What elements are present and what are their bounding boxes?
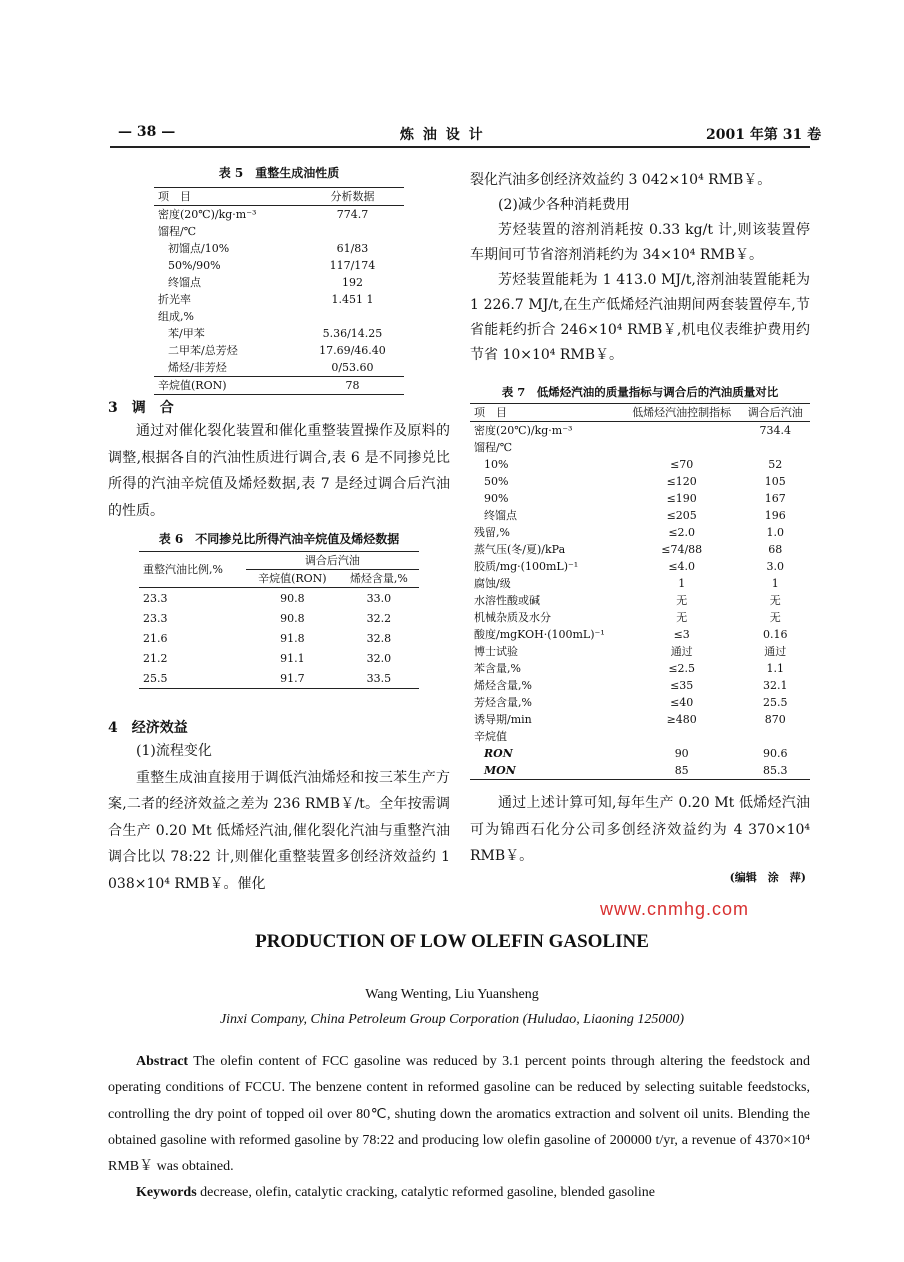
table-row <box>470 762 810 780</box>
table-row <box>470 507 810 524</box>
table-row <box>470 677 810 694</box>
table-row <box>470 575 810 592</box>
row-limit: ≤2.0 <box>668 526 696 539</box>
row-label: 辛烷值 <box>474 730 507 743</box>
abstract-block <box>108 1049 810 1207</box>
table-row <box>139 668 419 689</box>
table-cell: 32.2 <box>366 611 392 625</box>
table-row <box>470 745 810 762</box>
table5-header: 项 目 <box>158 190 191 203</box>
row-value: 90.6 <box>763 747 788 760</box>
table-cell: 91.7 <box>280 671 305 685</box>
table-cell: 23.3 <box>143 591 168 605</box>
row-label: 胶质/mg·(100mL)⁻¹ <box>474 560 579 573</box>
table-cell: 91.1 <box>280 651 305 665</box>
table-row <box>470 524 810 541</box>
row-value <box>301 223 404 240</box>
row-value: 无 <box>769 594 781 607</box>
row-label: 酸度/mgKOH·(100mL)⁻¹ <box>474 628 605 641</box>
row-label: 终馏点 <box>484 509 517 522</box>
row-value: 32.1 <box>763 679 788 692</box>
row-label: 50% <box>484 475 509 488</box>
row-limit: ≤70 <box>670 458 694 471</box>
row-limit: 无 <box>676 611 688 624</box>
row-limit: ≤74/88 <box>661 543 703 556</box>
page-number: — 38 — <box>118 124 176 140</box>
row-limit: ≤120 <box>666 475 697 488</box>
row-label: 烯烃/非芳烃 <box>168 361 227 374</box>
table-cell: 32.0 <box>366 651 392 665</box>
table-cell: 32.8 <box>366 631 392 645</box>
section4-sub2: (2)减少各种消耗费用 <box>498 197 630 213</box>
section4-block <box>108 718 450 897</box>
table7-title: 表 7 低烯烃汽油的质量指标与调合后的汽油质量对比 <box>501 385 779 399</box>
table-row <box>139 608 419 628</box>
table6-group-header: 调合后汽油 <box>246 552 419 570</box>
table-row <box>470 541 810 558</box>
row-value: 17.69/46.40 <box>319 344 386 357</box>
table-cell: 33.5 <box>366 671 392 685</box>
row-limit: 85 <box>674 764 689 777</box>
table-row <box>154 257 404 274</box>
row-label: 诱导期/min <box>474 713 532 726</box>
table-cell: 21.2 <box>143 651 168 665</box>
row-value: 196 <box>764 509 786 522</box>
table6-block <box>108 530 450 689</box>
table-row <box>470 643 810 660</box>
abstract <box>108 1049 810 1180</box>
section3-block <box>108 398 450 524</box>
section3-text: 通过对催化裂化装置和催化重整装置操作及原料的调整,根据各自的汽油性质进行调合,表 6 是不同掺兑比所得的汽油辛烷值及烯烃数据,表 7 是经过调合后汽油的性质。 <box>108 423 450 519</box>
table7-block <box>470 384 810 780</box>
table-row <box>154 240 404 257</box>
row-label: 残留,% <box>474 526 510 539</box>
row-value: 1.0 <box>766 526 785 539</box>
table-cell: 23.3 <box>143 611 168 625</box>
row-limit: ≥480 <box>666 713 697 726</box>
table-row <box>154 274 404 291</box>
row-label: 烯烃含量,% <box>474 679 532 692</box>
table5 <box>154 187 404 395</box>
table7-header: 项 目 <box>474 406 507 419</box>
table-row <box>139 648 419 668</box>
row-label: RON <box>484 747 513 760</box>
table7 <box>470 403 810 780</box>
row-label: 苯含量,% <box>474 662 521 675</box>
table-row <box>470 456 810 473</box>
row-value: 0/53.60 <box>331 361 374 374</box>
keywords-text: decrease, olefin, catalytic cracking, catalytic reformed gasoline, blended gasoline <box>200 1185 655 1201</box>
row-label: 博士试验 <box>474 645 518 658</box>
english-title: PRODUCTION OF LOW OLEFIN GASOLINE <box>255 931 649 952</box>
row-limit <box>623 422 741 440</box>
row-value: 870 <box>764 713 786 726</box>
row-limit <box>623 728 741 745</box>
english-affiliation: Jinxi Company, China Petroleum Group Corporation (Huludao, Liaoning 125000) <box>219 1012 685 1027</box>
section4-heading: 4 经济效益 <box>108 720 188 736</box>
row-value: 85.3 <box>763 764 788 777</box>
table-row <box>470 439 810 456</box>
row-value: 78 <box>301 377 404 395</box>
row-label: 苯/甲苯 <box>168 327 205 340</box>
row-value: 1.1 <box>766 662 785 675</box>
table5-header: 分析数据 <box>330 190 375 203</box>
keywords-label: Keywords <box>136 1185 197 1201</box>
row-value: 117/174 <box>329 259 376 272</box>
section4-para2: 芳烃装置的溶剂消耗按 0.33 kg/t 计,则该装置停车期间可节省溶剂消耗约为 34×10⁴ RMB￥。 <box>470 222 810 263</box>
row-label: 二甲苯/总芳烃 <box>168 344 238 357</box>
row-label: 馏程/℃ <box>158 225 197 238</box>
table-row <box>470 711 810 728</box>
table6-title: 表 6 不同掺兑比所得汽油辛烷值及烯烃数据 <box>158 532 400 546</box>
row-value: 无 <box>769 611 781 624</box>
row-value: 105 <box>764 475 786 488</box>
row-label: 密度(20℃)/kg·m⁻³ <box>474 424 573 437</box>
table-row <box>470 694 810 711</box>
row-value: 52 <box>768 458 783 471</box>
table7-header: 调合后汽油 <box>747 406 803 419</box>
row-limit <box>623 439 741 456</box>
row-value: 3.0 <box>766 560 785 573</box>
row-value: 167 <box>764 492 786 505</box>
row-value: 25.5 <box>763 696 788 709</box>
row-value: 774.7 <box>336 208 369 221</box>
row-value <box>301 308 404 325</box>
row-limit: ≤40 <box>670 696 694 709</box>
row-value: 1.451 1 <box>331 293 374 306</box>
row-limit: ≤190 <box>666 492 697 505</box>
row-label: 芳烃含量,% <box>474 696 532 709</box>
section4-para1-cont: 裂化汽油多创经济效益约 3 042×10⁴ RMB￥。 <box>470 172 772 188</box>
row-limit: ≤4.0 <box>668 560 696 573</box>
row-label: 折光率 <box>158 293 191 306</box>
watermark: www.cnmhg.com <box>600 899 750 919</box>
table-row <box>470 592 810 609</box>
row-label: MON <box>484 764 516 777</box>
table-row <box>470 490 810 507</box>
row-limit: 无 <box>676 594 688 607</box>
table-row <box>154 342 404 359</box>
row-value: 1 <box>771 577 779 590</box>
row-limit: 90 <box>674 747 689 760</box>
table-row <box>470 422 810 440</box>
table-row <box>470 473 810 490</box>
table-row <box>139 628 419 648</box>
table-row <box>470 660 810 677</box>
editor-note: (编辑 涂 萍) <box>729 870 806 884</box>
row-value <box>741 728 810 745</box>
row-value: 734.4 <box>759 424 792 437</box>
table-row <box>470 728 810 745</box>
abstract-text: The olefin content of FCC gasoline was reduced by 3.1 percent points through altering the feedstock and operating conditions of FCCU. The benzene content in reformed gasoline can be reduced by selecting suitable feedstocks, controlling the dry point of topped oil over 80℃, shuting down the aromatics extraction and solvent oil units. Blending the obtained gasoline with reformed gasoline by 78:22 and producing low olefin gasoline of 200000 t/yr, a revenue of 4370×10⁴ RMB￥ was obtained. <box>108 1054 810 1175</box>
table-row <box>154 291 404 308</box>
table-row <box>154 325 404 342</box>
keywords <box>108 1180 810 1206</box>
table-row <box>139 588 419 609</box>
section4-sub1: (1)流程变化 <box>136 743 212 759</box>
section4-para4: 通过上述计算可知,每年生产 0.20 Mt 低烯烃汽油可为锦西石化分公司多创经济效益约为 4 370×10⁴ RMB￥。 <box>470 795 810 864</box>
table6-header: 重整汽油比例,% <box>139 552 246 588</box>
table-row <box>154 359 404 377</box>
row-label: 蒸气压(冬/夏)/kPa <box>474 543 566 556</box>
right-column-text <box>470 168 810 368</box>
row-limit: ≤35 <box>670 679 694 692</box>
journal-name: 炼 油 设 计 <box>400 127 485 143</box>
row-limit: 1 <box>678 577 686 590</box>
row-label: 50%/90% <box>168 259 221 272</box>
table-cell: 25.5 <box>143 671 168 685</box>
row-label: 机械杂质及水分 <box>474 611 551 624</box>
table-row <box>470 558 810 575</box>
table6-header: 烯烃含量,% <box>349 572 408 585</box>
row-value: 192 <box>341 276 363 289</box>
row-label: 水溶性酸或碱 <box>474 594 540 607</box>
row-limit: 通过 <box>670 645 693 658</box>
row-label: 终馏点 <box>168 276 201 289</box>
table-cell: 21.6 <box>143 631 168 645</box>
table-row <box>154 206 404 224</box>
table-row <box>154 377 404 395</box>
section4-para3: 芳烃装置能耗为 1 413.0 MJ/t,溶剂油装置能耗为 1 226.7 MJ/t,在生产低烯烃汽油期间两套装置停车,节省能耗约折合 246×10⁴ RMB￥,机电仪表维护费用约节省 10×10⁴ RMB￥。 <box>470 272 810 363</box>
table6-header: 辛烷值(RON) <box>258 572 327 585</box>
row-label: 初馏点/10% <box>168 242 230 255</box>
row-label: 组成,% <box>158 310 194 323</box>
english-authors: Wang Wenting, Liu Yuansheng <box>365 987 539 1002</box>
row-label: 10% <box>484 458 509 471</box>
section4-para1: 重整生成油直接用于调低汽油烯烃和按三苯生产方案,二者的经济效益之差为 236 RMB￥/t。全年按需调合生产 0.20 Mt 低烯烃汽油,催化裂化汽油与重整汽油调合比以 78:22 计,则催化重整装置多创经济效益约 1 038×10⁴ RMB￥。催化 <box>108 769 450 892</box>
row-label: 腐蚀/级 <box>474 577 511 590</box>
table5-title: 表 5 重整生成油性质 <box>218 166 340 180</box>
row-value: 68 <box>768 543 783 556</box>
row-limit: ≤3 <box>673 628 690 641</box>
row-value <box>741 439 810 456</box>
table-row <box>154 308 404 325</box>
section3-heading: 3 调 合 <box>108 400 174 416</box>
table-row <box>470 626 810 643</box>
table-cell: 90.8 <box>280 611 305 625</box>
header-rule <box>110 146 810 148</box>
table7-header: 低烯烃汽油控制指标 <box>632 406 732 419</box>
row-value: 0.16 <box>763 628 788 641</box>
table-cell: 91.8 <box>280 631 305 645</box>
row-value: 61/83 <box>336 242 369 255</box>
abstract-label: Abstract <box>136 1054 189 1069</box>
row-label: 馏程/℃ <box>474 441 513 454</box>
conclusion-block <box>470 790 810 886</box>
row-limit: ≤205 <box>666 509 697 522</box>
table-row <box>154 223 404 240</box>
table-cell: 33.0 <box>366 591 392 605</box>
row-label: 密度(20℃)/kg·m⁻³ <box>158 208 257 221</box>
row-value: 5.36/14.25 <box>322 327 383 340</box>
table6 <box>139 551 419 689</box>
row-label: 辛烷值(RON) <box>154 377 301 395</box>
row-value: 通过 <box>764 645 787 658</box>
table5-block <box>108 164 450 395</box>
issue: 2001 年第 31 卷 <box>706 127 822 143</box>
table-cell: 90.8 <box>280 591 305 605</box>
row-label: 90% <box>484 492 509 505</box>
row-limit: ≤2.5 <box>668 662 696 675</box>
table-row <box>470 609 810 626</box>
